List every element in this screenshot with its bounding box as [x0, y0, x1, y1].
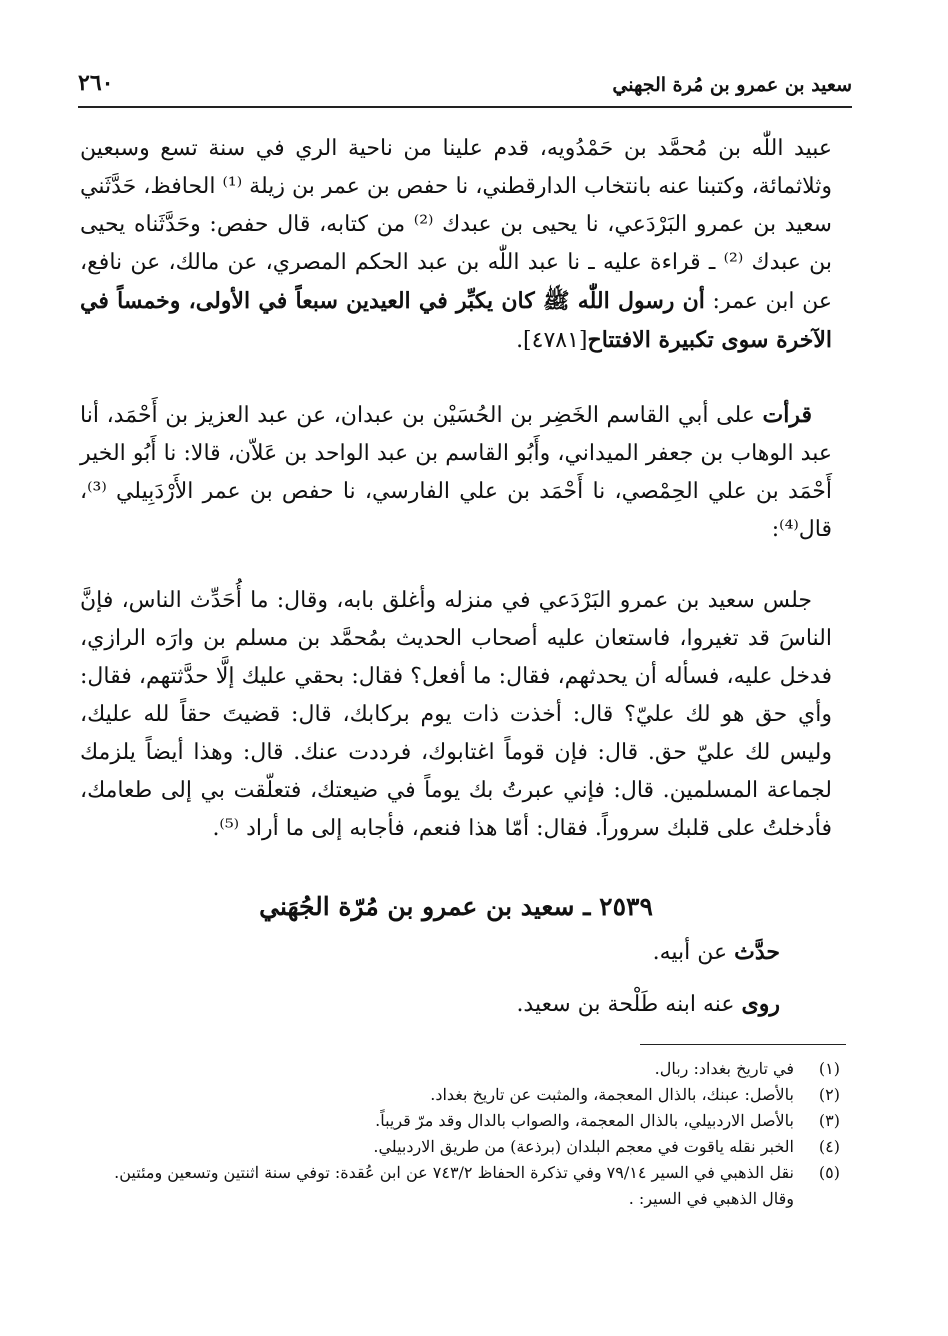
footnote	[80, 1108, 840, 1134]
lead-word: قرأت	[762, 402, 812, 428]
page-number: ٢٦٠	[78, 70, 114, 96]
paragraph-text: جلس سعيد بن عمرو البَرْدَعي في منزله وأغلق بابه، وقال: ما أُحَدِّث الناس، فإنَّ الناسَ قد تغيروا، فاستعان عليه أصحاب الحديث بمُحمَّد بن مسلم بن وارَه الرازي، فدخل عليه، فسأله أن يحدثهم، فقال: ما أفعل؟ فقال: بحقي عليك إلَّا حدَّثتهم، فقال: وأي حق هو لك عليّ؟ قال: أخذت ذات يوم بركابك، قال: قضيتَ حقاً لله عليك، وليس لك عليّ حق. قال: فإن قوماً اغتابوك، فرددت عنك. قال: وهذا أيضاً يلزمك لجماعة المسلمين. قال: فإني عبرتُ بك يوماً في ضيعتك، فتعلّقت بي إلى طعامك، فأدخلتُ على قلبك سروراً. فقال: أمّا هذا فنعم، فأجابه إلى ما أراد ⁽⁵⁾.	[80, 588, 833, 841]
hadith-text: أن رسول اللّٰه ﷺ كان يكبِّر في العيدين سبعاً في الأولى، وخمساً في الآخرة سوى تكبيرة الافتتاح	[80, 288, 832, 353]
hadith-number: [٤٧٨١].	[516, 328, 588, 353]
entry-lead-word: روى	[741, 991, 780, 1017]
header-rule	[78, 106, 852, 108]
footnotes-list	[80, 1056, 840, 1212]
paragraph-isnad-1	[80, 130, 832, 360]
footnote	[80, 1134, 840, 1160]
footnote	[80, 1056, 840, 1082]
entry-heading: ٢٥٣٩ ـ سعيد بن عمرو بن مُرّة الجُهَني	[259, 892, 653, 921]
paragraph-text: عبيد اللّٰه بن مُحمَّد بن حَمْدُويه، قدم علينا من ناحية الري في سنة تسع وسبعين وثلاثمائة، وكتبنا عنه بانتخاب الدارقطني، نا حفص بن عمر بن زيلة ⁽¹⁾ الحافظ، حَدَّثَني سعيد بن عمرو البَرْدَعي، نا يحيى بن عبدك ⁽²⁾ من كتابه، قال حفص: وحَدَّثَناه يحيى بن عبدك ⁽²⁾ ـ قراءة عليه ـ نا عبد اللّٰه بن عبد الحكم المصري، عن مالك، عن نافع، عن ابن عمر:	[80, 136, 833, 314]
footnote-text: نقل الذهبي في السير ٧٩/١٤ وفي تذكرة الحفاظ ٧٤٣/٢ عن ابن عُقدة: توفي سنة اثنتين وتسعين ومئتين.	[114, 1163, 794, 1182]
paragraph-isnad-2	[80, 396, 832, 549]
entry-line	[80, 986, 832, 1023]
footnote-text: بالأصل: عبنك، بالذال المعجمة، والمثبت عن تاريخ بغداد.	[430, 1085, 794, 1104]
entry-lead-word: حدَّث	[734, 939, 780, 965]
entry-line-text: عن أبيه.	[652, 940, 735, 965]
entry-line	[80, 934, 832, 971]
page-header	[78, 66, 852, 102]
footnote-marker: (٥)	[818, 1163, 840, 1182]
footnote-marker: (٤)	[818, 1137, 840, 1156]
paragraph-narrative	[80, 582, 832, 848]
footnote-text: في تاريخ بغداد: ربال.	[654, 1059, 794, 1078]
paragraph-text: على أبي القاسم الخَضِر بن الحُسَيْن بن عبدان، عن عبد العزيز بن أَحْمَد، أنا عبد الوهاب بن جعفر الميداني، وأَبُو القاسم بن عبد الواحد بن عَلاّن، قالا: نا أَبُو الخير أَحْمَد بن علي الحِمْصي، نا أَحْمَد بن علي الفارسي، نا حفص بن عمر الأَرْدَبِيلي ⁽³⁾، قال⁽⁴⁾:	[80, 403, 832, 542]
entry-line-text: عنه ابنه طَلْحة بن سعيد.	[516, 992, 742, 1017]
footnote-text: الخبر نقله ياقوت في معجم البلدان (برذعة) من طريق الاردبيلي.	[373, 1137, 794, 1156]
running-title: سعيد بن عمرو بن مُرة الجهني	[612, 74, 852, 96]
footnote-marker: (٣)	[818, 1111, 840, 1130]
footnote-text: بالأصل الاردبيلي، بالذال المعجمة، والصواب بالدال وقد مرّ قريباً.	[375, 1111, 794, 1130]
footnote-marker: (٢)	[818, 1085, 840, 1104]
footnote-rule	[640, 1044, 846, 1045]
footnote	[80, 1082, 840, 1108]
footnote	[80, 1160, 840, 1186]
footnote-continuation: وقال الذهبي في السير: .	[628, 1189, 794, 1208]
footnote-marker: (١)	[818, 1059, 840, 1078]
